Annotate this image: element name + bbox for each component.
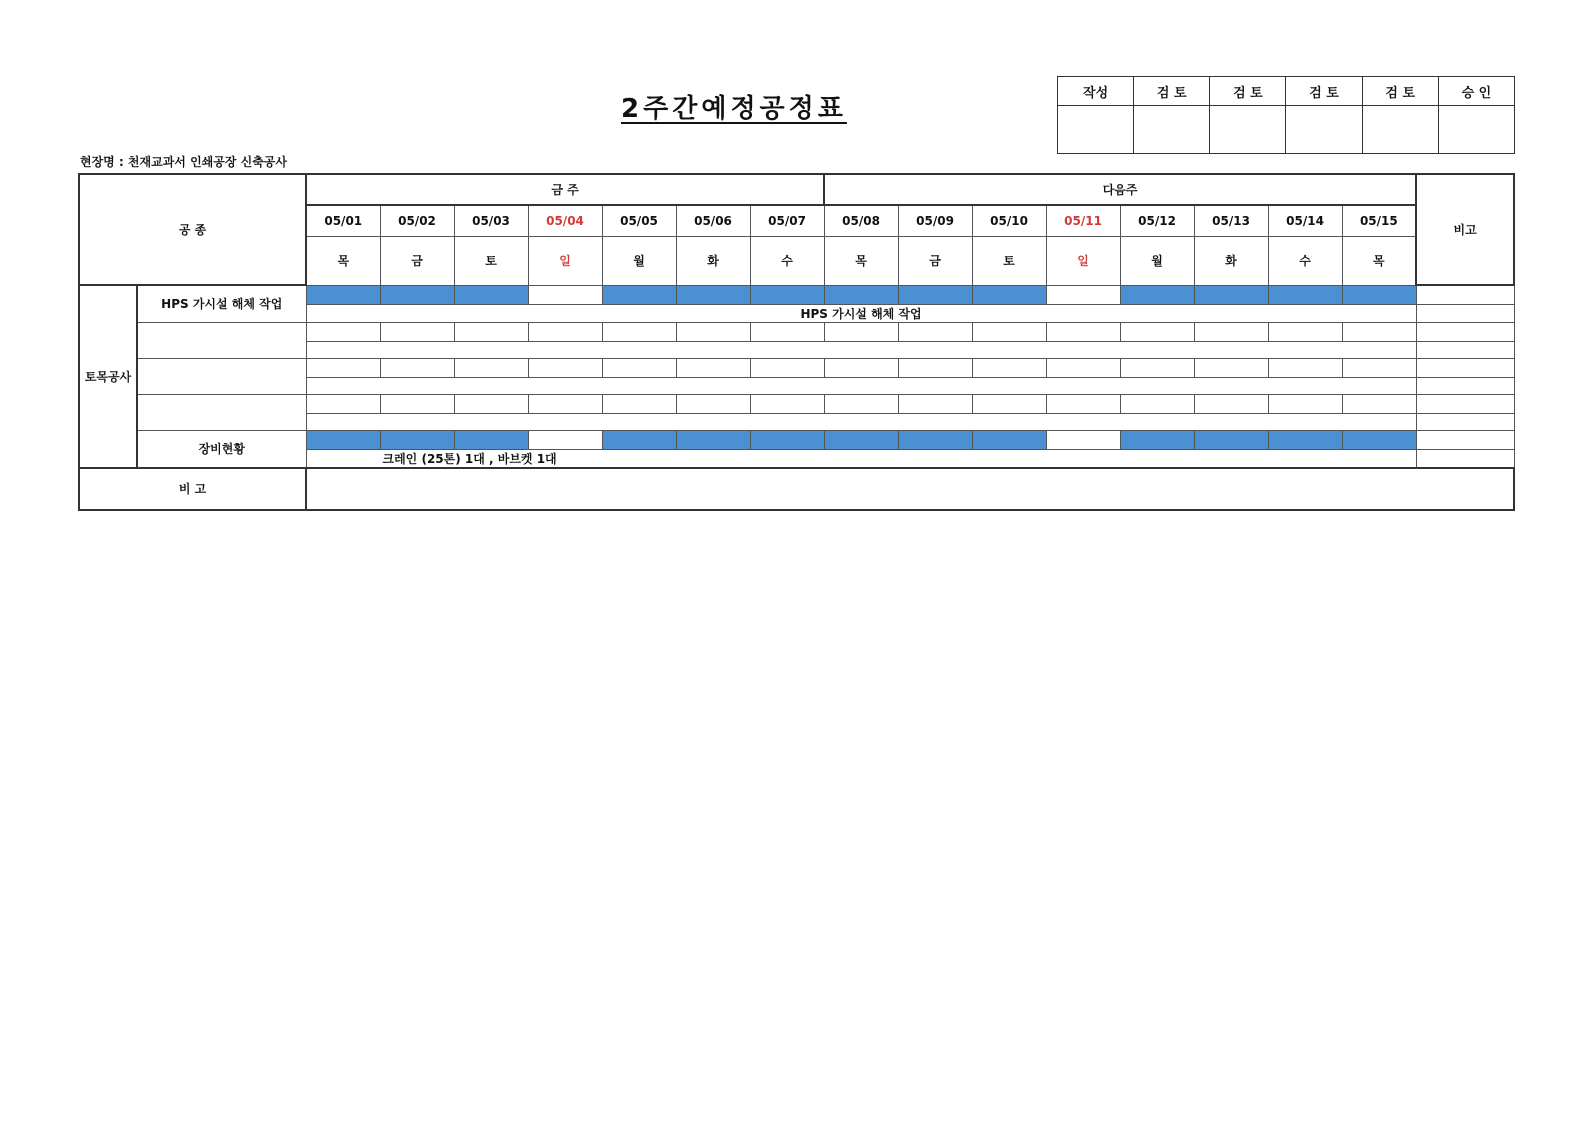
schedule-bar	[1342, 430, 1416, 449]
day-cell: 월	[602, 236, 676, 285]
schedule-cell	[1046, 322, 1120, 341]
schedule-cell	[898, 394, 972, 413]
row-remark-cell	[1416, 322, 1514, 341]
schedule-cell	[528, 285, 602, 304]
schedule-cell	[898, 358, 972, 377]
schedule-cell	[602, 394, 676, 413]
approval-header-5: 승 인	[1438, 77, 1514, 106]
row-remark-cell	[1416, 377, 1514, 394]
schedule-cell	[602, 358, 676, 377]
approval-sign-cell-3	[1286, 106, 1362, 154]
approval-header-0: 작성	[1058, 77, 1134, 106]
date-cell: 05/03	[454, 205, 528, 236]
schedule-bar	[380, 285, 454, 304]
day-cell: 수	[1268, 236, 1342, 285]
day-cell: 토	[454, 236, 528, 285]
schedule-bar	[750, 285, 824, 304]
day-cell: 일	[1046, 236, 1120, 285]
date-cell: 05/15	[1342, 205, 1416, 236]
remarks-header: 비고	[1416, 174, 1514, 285]
schedule-cell	[972, 358, 1046, 377]
schedule-cell	[454, 358, 528, 377]
category-cell: 토목공사	[79, 285, 137, 468]
schedule-bar	[1342, 285, 1416, 304]
approval-sign-cell-5	[1438, 106, 1514, 154]
schedule-cell	[1120, 322, 1194, 341]
schedule-cell	[1046, 430, 1120, 449]
day-cell: 토	[972, 236, 1046, 285]
task-note	[306, 377, 1416, 394]
row-remark-cell	[1416, 394, 1514, 413]
schedule-cell	[898, 322, 972, 341]
day-cell: 목	[824, 236, 898, 285]
schedule-cell	[1194, 394, 1268, 413]
row-remark-cell	[1416, 304, 1514, 322]
approval-header-1: 검 토	[1134, 77, 1210, 106]
date-cell: 05/11	[1046, 205, 1120, 236]
schedule-cell	[972, 394, 1046, 413]
site-name: 현장명 : 천재교과서 인쇄공장 신축공사	[80, 155, 287, 169]
schedule-cell	[676, 322, 750, 341]
schedule-cell	[1046, 394, 1120, 413]
date-cell: 05/08	[824, 205, 898, 236]
schedule-cell	[1046, 358, 1120, 377]
schedule-cell	[1268, 358, 1342, 377]
schedule-bar	[898, 285, 972, 304]
schedule-bar	[898, 430, 972, 449]
schedule-cell	[750, 394, 824, 413]
schedule-cell	[528, 322, 602, 341]
schedule-cell	[1342, 358, 1416, 377]
task-name	[137, 322, 306, 358]
date-cell: 05/13	[1194, 205, 1268, 236]
day-cell: 화	[1194, 236, 1268, 285]
schedule-cell	[306, 322, 380, 341]
row-remark-cell	[1416, 285, 1514, 304]
row-remark-cell	[1416, 341, 1514, 358]
approval-sign-cell-2	[1210, 106, 1286, 154]
schedule-cell	[306, 394, 380, 413]
approval-sign-cell-1	[1134, 106, 1210, 154]
schedule-bar	[676, 430, 750, 449]
schedule-cell	[1268, 394, 1342, 413]
schedule-bar	[602, 285, 676, 304]
schedule-cell	[528, 358, 602, 377]
schedule-bar	[824, 430, 898, 449]
day-cell: 금	[380, 236, 454, 285]
date-cell: 05/05	[602, 205, 676, 236]
date-cell: 05/06	[676, 205, 750, 236]
schedule-bar	[676, 285, 750, 304]
schedule-bar	[972, 285, 1046, 304]
schedule-cell	[1046, 285, 1120, 304]
approval-header-2: 검 토	[1210, 77, 1286, 106]
task-name: 장비현황	[137, 430, 306, 468]
row-remark-cell	[1416, 358, 1514, 377]
schedule-bar	[824, 285, 898, 304]
date-cell: 05/12	[1120, 205, 1194, 236]
date-cell: 05/09	[898, 205, 972, 236]
day-cell: 목	[306, 236, 380, 285]
schedule-cell	[824, 358, 898, 377]
schedule-bar	[1194, 430, 1268, 449]
task-note	[306, 341, 1416, 358]
schedule-bar	[1268, 285, 1342, 304]
row-remark-cell	[1416, 430, 1514, 449]
document-title: 2주간예정공정표	[621, 94, 847, 124]
row-remark-cell	[1416, 413, 1514, 430]
next-week-header: 다음주	[824, 174, 1416, 205]
schedule-cell	[824, 322, 898, 341]
schedule-cell	[750, 358, 824, 377]
schedule-bar	[380, 430, 454, 449]
schedule-table	[78, 173, 1515, 511]
day-cell: 월	[1120, 236, 1194, 285]
day-cell: 일	[528, 236, 602, 285]
schedule-cell	[454, 394, 528, 413]
approval-sign-cell-0	[1058, 106, 1134, 154]
date-cell: 05/04	[528, 205, 602, 236]
this-week-header: 금 주	[306, 174, 824, 205]
approval-header-4: 검 토	[1362, 77, 1438, 106]
schedule-cell	[1342, 394, 1416, 413]
footer-remarks-label: 비 고	[79, 468, 306, 510]
task-name	[137, 358, 306, 394]
day-cell: 목	[1342, 236, 1416, 285]
date-cell: 05/02	[380, 205, 454, 236]
schedule-bar	[1268, 430, 1342, 449]
schedule-cell	[528, 430, 602, 449]
day-cell: 금	[898, 236, 972, 285]
schedule-bar	[306, 285, 380, 304]
task-note	[306, 413, 1416, 430]
date-cell: 05/14	[1268, 205, 1342, 236]
date-cell: 05/01	[306, 205, 380, 236]
footer-remarks-cell	[306, 468, 1514, 510]
schedule-bar	[454, 430, 528, 449]
trade-header: 공 종	[79, 174, 306, 285]
schedule-cell	[1120, 394, 1194, 413]
schedule-bar	[750, 430, 824, 449]
task-name	[137, 394, 306, 430]
schedule-bar	[454, 285, 528, 304]
task-name: HPS 가시설 해체 작업	[137, 285, 306, 322]
date-cell: 05/07	[750, 205, 824, 236]
schedule-cell	[306, 358, 380, 377]
schedule-cell	[1268, 322, 1342, 341]
schedule-cell	[676, 394, 750, 413]
approval-header-3: 검 토	[1286, 77, 1362, 106]
task-note: 크레인 (25톤) 1대 , 바브켓 1대	[306, 449, 1416, 468]
task-note: HPS 가시설 해체 작업	[306, 304, 1416, 322]
approval-sign-cell-4	[1362, 106, 1438, 154]
row-remark-cell	[1416, 449, 1514, 468]
day-cell: 화	[676, 236, 750, 285]
day-cell: 수	[750, 236, 824, 285]
schedule-cell	[380, 322, 454, 341]
schedule-bar	[1120, 430, 1194, 449]
schedule-bar	[972, 430, 1046, 449]
schedule-cell	[380, 394, 454, 413]
schedule-cell	[380, 358, 454, 377]
schedule-cell	[1194, 322, 1268, 341]
schedule-cell	[602, 322, 676, 341]
approval-box	[1057, 76, 1515, 154]
schedule-cell	[676, 358, 750, 377]
schedule-cell	[1120, 358, 1194, 377]
schedule-bar	[306, 430, 380, 449]
schedule-bar	[1120, 285, 1194, 304]
schedule-cell	[454, 322, 528, 341]
schedule-cell	[1194, 358, 1268, 377]
schedule-cell	[528, 394, 602, 413]
schedule-cell	[1342, 322, 1416, 341]
schedule-cell	[824, 394, 898, 413]
schedule-cell	[972, 322, 1046, 341]
schedule-cell	[750, 322, 824, 341]
schedule-bar	[1194, 285, 1268, 304]
date-cell: 05/10	[972, 205, 1046, 236]
schedule-bar	[602, 430, 676, 449]
